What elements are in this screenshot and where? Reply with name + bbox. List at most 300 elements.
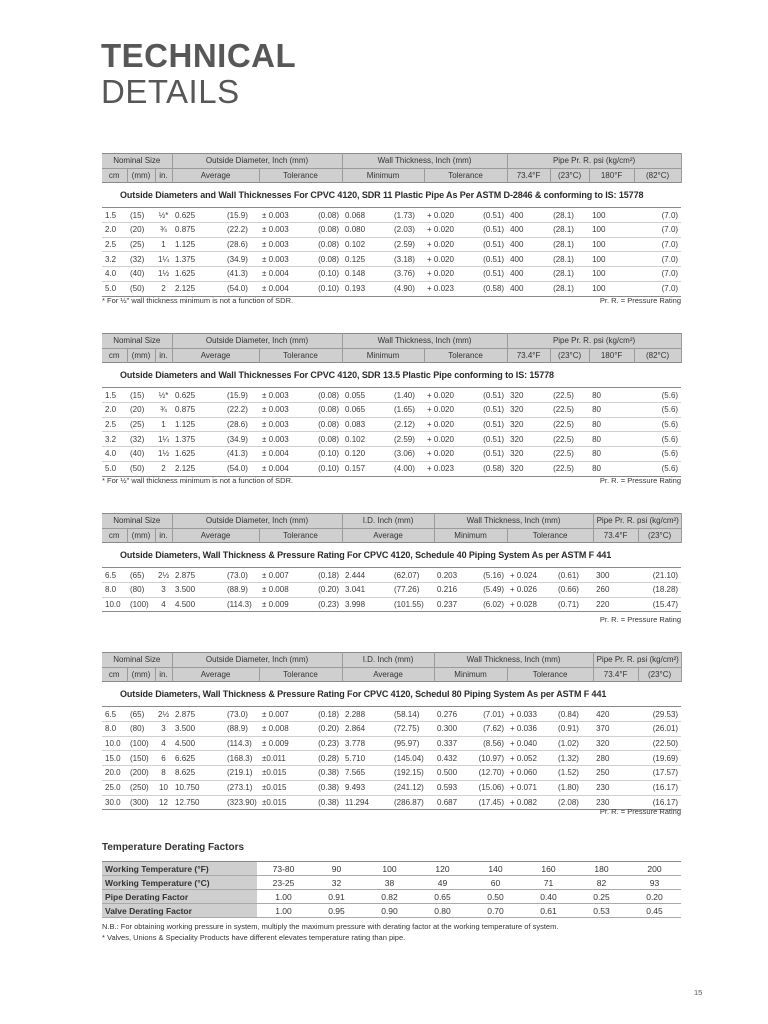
table-cell: + 0.023: [424, 281, 474, 296]
derating-cell: 0.90: [363, 904, 416, 918]
table-cell: 4: [155, 597, 172, 612]
table-cell: (19.69): [638, 751, 681, 766]
table-cell: (7.0): [634, 237, 681, 252]
table-cell: (10.97): [474, 751, 507, 766]
table-cell: 1: [155, 237, 172, 252]
table-cell: 3.778: [342, 736, 391, 751]
table-cell: 3.2: [102, 432, 127, 447]
table-cell: 0.216: [434, 583, 474, 598]
table-row: [102, 432, 681, 447]
table-cell: (32): [127, 252, 155, 267]
table-cell: 4: [155, 736, 172, 751]
table-cell: (22.5): [550, 461, 589, 476]
table-cell: (15): [127, 208, 155, 223]
table-cell: + 0.060: [507, 766, 555, 781]
table-cell: 1: [155, 417, 172, 432]
table-cell: 0.125: [342, 252, 391, 267]
table-cell: 1.125: [172, 417, 224, 432]
table-cell: (6.02): [474, 597, 507, 612]
table-cell: (0.08): [309, 417, 342, 432]
header-tolerance: Tolerance: [424, 348, 507, 363]
header-73f: 73.4°F: [507, 168, 550, 183]
table-cell: 0.625: [172, 208, 224, 223]
table-cell: ±0.015: [259, 795, 309, 810]
table-cell: (0.51): [474, 447, 507, 462]
table-row: [102, 766, 681, 781]
table-cell: + 0.036: [507, 722, 555, 737]
table-cell: 0.068: [342, 208, 391, 223]
table-cell: (88.9): [224, 583, 259, 598]
table-cell: (0.28): [309, 751, 342, 766]
derating-row-label: Pipe Derating Factor: [102, 890, 257, 904]
table-cell: (0.38): [309, 780, 342, 795]
table-cell: (192.15): [391, 766, 434, 781]
table-row: [102, 795, 681, 810]
header-tolerance: Tolerance: [259, 667, 342, 682]
table-cell: (5.6): [634, 461, 681, 476]
table-cell: ±0.015: [259, 766, 309, 781]
table-cell: 1.375: [172, 252, 224, 267]
table-cell: (0.18): [309, 568, 342, 583]
derating-cell: 38: [363, 876, 416, 890]
table-caption: Outside Diameters, Wall Thickness & Pressure Rating For CPVC 4120, Schedule 40 Piping System As per ASTM F 441: [102, 543, 681, 568]
header-73f: 73.4°F: [593, 528, 638, 543]
derating-cell: 0.80: [416, 904, 469, 918]
table-cell: (3.06): [391, 447, 424, 462]
header-wall-thickness: Wall Thickness, Inch (mm): [342, 334, 507, 349]
table-cell: 420: [593, 707, 638, 722]
derating-cell: 0.20: [628, 890, 681, 904]
header-outside-diameter: Outside Diameter, Inch (mm): [172, 653, 342, 668]
table-cell: (0.18): [309, 707, 342, 722]
table-cell: + 0.020: [424, 432, 474, 447]
table-cell: (72.75): [391, 722, 434, 737]
table-cell: (300): [127, 795, 155, 810]
table-cell: 80: [589, 388, 634, 403]
table-cell: (17.45): [474, 795, 507, 810]
table-cell: (0.58): [474, 461, 507, 476]
table-cell: 0.102: [342, 432, 391, 447]
derating-cell: 32: [310, 876, 363, 890]
derating-cell: 0.95: [310, 904, 363, 918]
table-cell: (41.3): [224, 267, 259, 282]
table-cell: (16.17): [638, 780, 681, 795]
derating-heading: Temperature Derating Factors: [102, 842, 245, 853]
table-cell: + 0.020: [424, 223, 474, 238]
sdr-note: * For ½" wall thickness minimum is not a function of SDR.: [102, 476, 294, 485]
table-row: [102, 568, 681, 583]
header-mm: (mm): [127, 168, 155, 183]
derating-cell: 100: [363, 862, 416, 876]
header-tolerance: Tolerance: [507, 528, 593, 543]
table-cell: ± 0.004: [259, 461, 309, 476]
table-cell: + 0.020: [424, 388, 474, 403]
table-cell: 0.055: [342, 388, 391, 403]
table-cell: (114.3): [224, 597, 259, 612]
table-cell: 2: [155, 461, 172, 476]
table-cell: (4.90): [391, 281, 424, 296]
derating-cell: 0.70: [469, 904, 522, 918]
table-cell: 3.500: [172, 583, 224, 598]
derating-cell: 49: [416, 876, 469, 890]
table-row: [102, 403, 681, 418]
table-cell: + 0.040: [507, 736, 555, 751]
header-tolerance: Tolerance: [259, 168, 342, 183]
table-cell: 2½: [155, 568, 172, 583]
table-row: [102, 461, 681, 476]
table-cell: (0.61): [555, 568, 593, 583]
derating-cell: 0.91: [310, 890, 363, 904]
table-cell: 0.065: [342, 403, 391, 418]
table-cell: 3.500: [172, 722, 224, 737]
table-row: [102, 780, 681, 795]
derating-row: [102, 890, 681, 904]
derating-cell: 0.40: [522, 890, 575, 904]
table-cell: (0.51): [474, 417, 507, 432]
schedule40-table: [102, 513, 682, 612]
derating-cell: 0.50: [469, 890, 522, 904]
table-row: [102, 447, 681, 462]
sdr-note: * For ½" wall thickness minimum is not a function of SDR.: [102, 296, 294, 305]
table-cell: (3.18): [391, 252, 424, 267]
table-cell: 2: [155, 281, 172, 296]
table-cell: 0.432: [434, 751, 474, 766]
table-cell: (22.5): [550, 432, 589, 447]
table-cell: ± 0.008: [259, 583, 309, 598]
table-cell: (0.51): [474, 432, 507, 447]
table-cell: 9.493: [342, 780, 391, 795]
table-cell: 3.2: [102, 252, 127, 267]
table-cell: 0.687: [434, 795, 474, 810]
table-cell: 230: [593, 795, 638, 810]
table-cell: (20): [127, 223, 155, 238]
table-cell: (0.91): [555, 722, 593, 737]
table-row: [102, 252, 681, 267]
table-cell: 2.125: [172, 281, 224, 296]
table-cell: (1.02): [555, 736, 593, 751]
table-cell: (0.20): [309, 583, 342, 598]
table-row: [102, 722, 681, 737]
header-nominal-size: Nominal Size: [102, 514, 172, 529]
derating-cell: 0.65: [416, 890, 469, 904]
derating-row-label: Working Temperature (°C): [102, 876, 257, 890]
table-cell: (114.3): [224, 736, 259, 751]
header-in: in.: [155, 667, 172, 682]
table-notes: [102, 296, 681, 305]
table-cell: ± 0.009: [259, 597, 309, 612]
table-notes: [102, 476, 681, 485]
table-cell: 3.998: [342, 597, 391, 612]
header-average: Average: [342, 667, 434, 682]
table-cell: (0.23): [309, 597, 342, 612]
table-cell: (15.06): [474, 780, 507, 795]
table-cell: (323.90): [224, 795, 259, 810]
table-cell: + 0.020: [424, 208, 474, 223]
derating-cell: 60: [469, 876, 522, 890]
table-cell: (28.1): [550, 267, 589, 282]
table-cell: (2.08): [555, 795, 593, 810]
header-tolerance: Tolerance: [259, 528, 342, 543]
table-cell: 0.203: [434, 568, 474, 583]
table-cell: (150): [127, 751, 155, 766]
derating-row: [102, 862, 681, 876]
header-pipe-pressure: Pipe Pr. R. psi (kg/cm²): [507, 154, 681, 169]
table-cell: (73.0): [224, 707, 259, 722]
table-cell: + 0.020: [424, 447, 474, 462]
table-body: [102, 388, 681, 476]
table-cell: ± 0.003: [259, 252, 309, 267]
table-cell: (7.0): [634, 223, 681, 238]
table-cell: (0.51): [474, 388, 507, 403]
table-cell: 5.0: [102, 281, 127, 296]
table-cell: ± 0.004: [259, 267, 309, 282]
table-cell: (5.16): [474, 568, 507, 583]
table-cell: ± 0.007: [259, 568, 309, 583]
table-cell: (88.9): [224, 722, 259, 737]
header-average: Average: [342, 528, 434, 543]
table-cell: (28.1): [550, 237, 589, 252]
table-cell: ± 0.003: [259, 432, 309, 447]
header-outside-diameter: Outside Diameter, Inch (mm): [172, 154, 342, 169]
table-cell: 5.710: [342, 751, 391, 766]
sdr13-5-table: [102, 333, 682, 477]
table-cell: ± 0.003: [259, 237, 309, 252]
table-cell: (34.9): [224, 432, 259, 447]
header-tolerance: Tolerance: [424, 168, 507, 183]
derating-row-label: Working Temperature (°F): [102, 862, 257, 876]
table-cell: (22.5): [550, 388, 589, 403]
table-cell: 2.0: [102, 223, 127, 238]
table-cell: 80: [589, 432, 634, 447]
header-82c: (82°C): [634, 168, 681, 183]
table-cell: (0.08): [309, 223, 342, 238]
table-cell: (4.00): [391, 461, 424, 476]
table-cell: 10.0: [102, 597, 127, 612]
table-cell: + 0.020: [424, 403, 474, 418]
table-cell: (28.6): [224, 417, 259, 432]
table-cell: 1.625: [172, 447, 224, 462]
header-wall-thickness: Wall Thickness, Inch (mm): [434, 514, 593, 529]
table-body: [102, 568, 681, 612]
header-average: Average: [172, 528, 259, 543]
table-cell: 3.041: [342, 583, 391, 598]
table-cell: 0.500: [434, 766, 474, 781]
table-cell: 3: [155, 583, 172, 598]
table-cell: 6.5: [102, 568, 127, 583]
table-cell: (1.80): [555, 780, 593, 795]
table-caption: Outside Diameters and Wall Thicknesses For CPVC 4120, SDR 13.5 Plastic Pipe conforming to IS: 15778: [102, 363, 681, 388]
table-cell: 8.0: [102, 722, 127, 737]
table-cell: (28.1): [550, 281, 589, 296]
table-cell: 80: [589, 417, 634, 432]
table-cell: (41.3): [224, 447, 259, 462]
table-cell: (7.62): [474, 722, 507, 737]
table-cell: (0.08): [309, 388, 342, 403]
table-cell: (0.51): [474, 208, 507, 223]
table-cell: 80: [589, 447, 634, 462]
derating-cell: 140: [469, 862, 522, 876]
table-cell: 2.864: [342, 722, 391, 737]
table-cell: 2.5: [102, 237, 127, 252]
table-cell: (273.1): [224, 780, 259, 795]
table-cell: (286.87): [391, 795, 434, 810]
table-cell: (250): [127, 780, 155, 795]
header-in: in.: [155, 528, 172, 543]
table-cell: (77.26): [391, 583, 434, 598]
table-cell: (15.47): [638, 597, 681, 612]
table-cell: (5.6): [634, 432, 681, 447]
table-cell: ± 0.004: [259, 281, 309, 296]
table-cell: (16.17): [638, 795, 681, 810]
table-cell: (219.1): [224, 766, 259, 781]
table-cell: 1½: [155, 267, 172, 282]
header-pipe-pressure: Pipe Pr. R. psi (kg/cm²): [593, 653, 681, 668]
table-cell: (0.08): [309, 432, 342, 447]
table-cell: 12: [155, 795, 172, 810]
table-cell: (7.0): [634, 208, 681, 223]
table-cell: (0.66): [555, 583, 593, 598]
derating-cell: 73-80: [257, 862, 310, 876]
table-cell: (7.0): [634, 252, 681, 267]
table-cell: (22.5): [550, 403, 589, 418]
table-cell: ±0.015: [259, 780, 309, 795]
table-cell: 12.750: [172, 795, 224, 810]
table-cell: (28.6): [224, 237, 259, 252]
table-cell: 0.080: [342, 223, 391, 238]
table-cell: (22.2): [224, 403, 259, 418]
table-cell: 4.500: [172, 736, 224, 751]
table-cell: (0.71): [555, 597, 593, 612]
table-cell: 20.0: [102, 766, 127, 781]
derating-cell: 0.45: [628, 904, 681, 918]
table-cell: (0.51): [474, 223, 507, 238]
table-cell: 320: [507, 461, 550, 476]
table-cell: ± 0.003: [259, 388, 309, 403]
derating-cell: 90: [310, 862, 363, 876]
table-cell: 4.0: [102, 267, 127, 282]
table-cell: (22.50): [638, 736, 681, 751]
header-tolerance: Tolerance: [507, 667, 593, 682]
table-cell: + 0.082: [507, 795, 555, 810]
table-cell: 1.625: [172, 267, 224, 282]
table-cell: (0.51): [474, 252, 507, 267]
table-cell: (25): [127, 417, 155, 432]
table-cell: 250: [593, 766, 638, 781]
table-cell: + 0.052: [507, 751, 555, 766]
table-cell: 25.0: [102, 780, 127, 795]
derating-cell: 200: [628, 862, 681, 876]
table-cell: (5.6): [634, 403, 681, 418]
derating-cell: 0.61: [522, 904, 575, 918]
table-cell: 320: [507, 403, 550, 418]
table-cell: ± 0.007: [259, 707, 309, 722]
derating-cell: 0.25: [575, 890, 628, 904]
table-cell: ± 0.003: [259, 403, 309, 418]
header-mm: (mm): [127, 348, 155, 363]
table-cell: (3.76): [391, 267, 424, 282]
table-cell: 6.5: [102, 707, 127, 722]
table-cell: + 0.033: [507, 707, 555, 722]
table-cell: 400: [507, 208, 550, 223]
table-cell: + 0.020: [424, 267, 474, 282]
table-cell: + 0.020: [424, 237, 474, 252]
table-cell: (62.07): [391, 568, 434, 583]
table-cell: 300: [593, 568, 638, 583]
header-wall-thickness: Wall Thickness, Inch (mm): [342, 154, 507, 169]
table-cell: 8.625: [172, 766, 224, 781]
table-cell: 100: [589, 223, 634, 238]
table-cell: 0.237: [434, 597, 474, 612]
table-cell: (12.70): [474, 766, 507, 781]
table-cell: + 0.071: [507, 780, 555, 795]
table-cell: (40): [127, 267, 155, 282]
table-cell: ±0.011: [259, 751, 309, 766]
table-cell: (18.28): [638, 583, 681, 598]
page-number: 15: [694, 988, 703, 997]
table-cell: 320: [507, 447, 550, 462]
header-73f: 73.4°F: [593, 667, 638, 682]
header-inside-diameter: I.D. Inch (mm): [342, 653, 434, 668]
table-cell: (73.0): [224, 568, 259, 583]
table-cell: (1.52): [555, 766, 593, 781]
table-cell: (7.01): [474, 707, 507, 722]
derating-cell: 1.00: [257, 904, 310, 918]
table-cell: (50): [127, 461, 155, 476]
derating-cell: 120: [416, 862, 469, 876]
footnote-nb: N.B.: For obtaining working pressure in system, multiply the maximum pressure with derating factor at the working temperature of system.: [102, 922, 559, 931]
table-cell: 4.0: [102, 447, 127, 462]
derating-cell: 0.82: [363, 890, 416, 904]
table-cell: (40): [127, 447, 155, 462]
header-inside-diameter: I.D. Inch (mm): [342, 514, 434, 529]
derating-row: [102, 876, 681, 890]
derating-cell: 180: [575, 862, 628, 876]
table-cell: (28.1): [550, 252, 589, 267]
table-cell: (32): [127, 432, 155, 447]
table-cell: (0.84): [555, 707, 593, 722]
header-pipe-pressure: Pipe Pr. R. psi (kg/cm²): [507, 334, 681, 349]
pressure-rating-note: Pr. R. = Pressure Rating: [599, 807, 681, 816]
table-cell: (5.6): [634, 388, 681, 403]
table-cell: 400: [507, 252, 550, 267]
header-average: Average: [172, 667, 259, 682]
table-cell: ± 0.004: [259, 447, 309, 462]
footnote-valves: * Valves, Unions & Speciality Products have different elevates temperature rating than pipe.: [102, 933, 406, 942]
table-row: [102, 583, 681, 598]
table-cell: (28.1): [550, 223, 589, 238]
table-cell: ¾: [155, 403, 172, 418]
table-cell: (0.08): [309, 252, 342, 267]
table-cell: ½*: [155, 388, 172, 403]
header-180f: 180°F: [589, 348, 634, 363]
table-cell: 0.157: [342, 461, 391, 476]
table-cell: 370: [593, 722, 638, 737]
table-cell: (2.59): [391, 237, 424, 252]
header-outside-diameter: Outside Diameter, Inch (mm): [172, 334, 342, 349]
table-row: [102, 751, 681, 766]
table-row: [102, 281, 681, 296]
table-row: [102, 417, 681, 432]
table-row: [102, 223, 681, 238]
table-cell: 0.083: [342, 417, 391, 432]
table-cell: 2.125: [172, 461, 224, 476]
pressure-rating-note: Pr. R. = Pressure Rating: [599, 296, 681, 305]
table-cell: + 0.020: [424, 252, 474, 267]
header-180f: 180°F: [589, 168, 634, 183]
table-cell: 1.5: [102, 388, 127, 403]
table-cell: 2.288: [342, 707, 391, 722]
table-caption: Outside Diameters, Wall Thickness & Pressure Rating For CPVC 4120, Schedul 80 Piping System As per ASTM F 441: [102, 682, 681, 707]
